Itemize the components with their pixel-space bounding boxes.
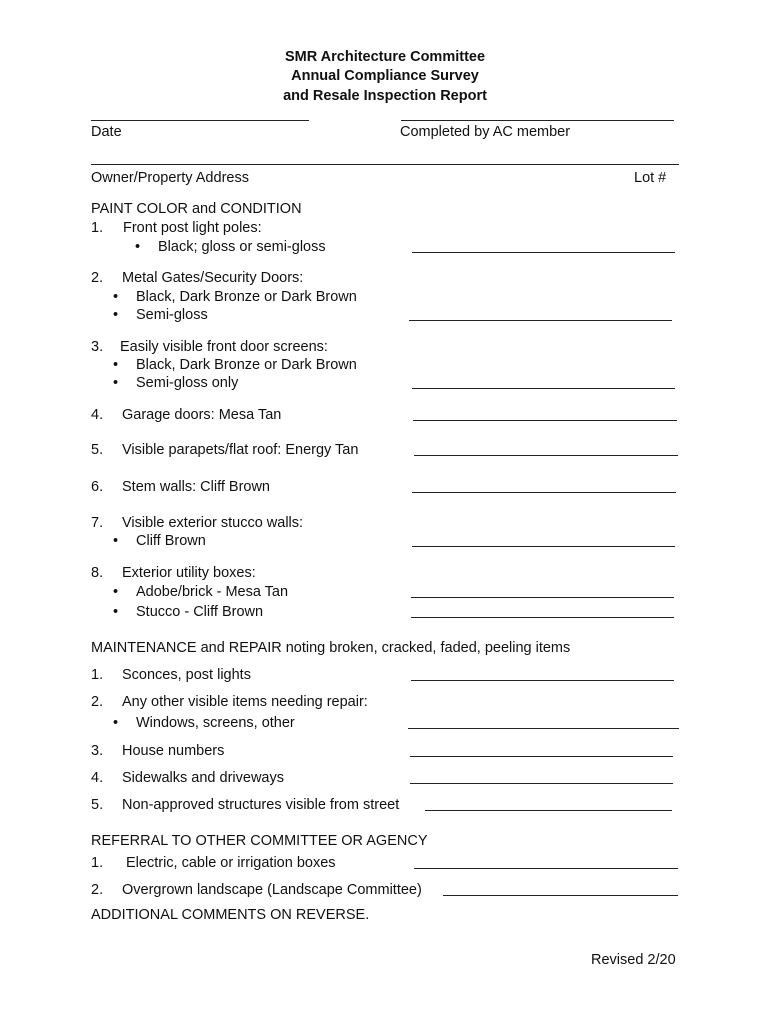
owner-address-field[interactable] xyxy=(91,164,679,165)
lot-label: Lot # xyxy=(634,170,667,186)
referral-item-2-answer-field[interactable] xyxy=(443,895,678,896)
maintenance-item-5-label: Non-approved structures visible from street xyxy=(122,797,400,813)
item-number: 2. xyxy=(91,270,104,286)
item-number: 5. xyxy=(91,442,104,458)
item-number: 8. xyxy=(91,565,104,581)
additional-comments-note: ADDITIONAL COMMENTS ON REVERSE. xyxy=(91,907,370,923)
item-number: 1. xyxy=(91,667,104,683)
paint-item-4-label: Garage doors: Mesa Tan xyxy=(122,407,282,423)
paint-item-8-answer-field-2[interactable] xyxy=(411,617,674,618)
maintenance-heading: MAINTENANCE and REPAIR noting broken, cracked, faded, peeling items xyxy=(91,640,571,656)
paint-item-7-answer-field[interactable] xyxy=(412,546,675,547)
maintenance-item-1-answer-field[interactable] xyxy=(411,680,674,681)
item-number: 3. xyxy=(91,743,104,759)
item-number: 5. xyxy=(91,797,104,813)
paint-item-3-label: Easily visible front door screens: xyxy=(120,339,328,355)
revision-label: Revised 2/20 xyxy=(591,952,676,968)
maintenance-item-2-label: Any other visible items needing repair: xyxy=(122,694,368,710)
date-field[interactable] xyxy=(91,120,309,121)
bullet: • xyxy=(113,307,119,323)
bullet: • xyxy=(113,715,119,731)
paint-item-6-label: Stem walls: Cliff Brown xyxy=(122,479,270,495)
paint-item-3-bullet-2: Semi-gloss only xyxy=(136,375,239,391)
item-number: 2. xyxy=(91,694,104,710)
paint-heading: PAINT COLOR and CONDITION xyxy=(91,201,302,217)
referral-item-1-answer-field[interactable] xyxy=(414,868,678,869)
maintenance-item-4-label: Sidewalks and driveways xyxy=(122,770,284,786)
item-number: 7. xyxy=(91,515,104,531)
bullet: • xyxy=(113,533,119,549)
paint-item-2-bullet-1: Black, Dark Bronze or Dark Brown xyxy=(136,289,357,305)
paint-item-7-bullet-1: Cliff Brown xyxy=(136,533,206,549)
paint-item-5-answer-field[interactable] xyxy=(414,455,678,456)
title-line-3: and Resale Inspection Report xyxy=(283,88,487,104)
completed-by-label: Completed by AC member xyxy=(400,124,571,140)
item-number: 3. xyxy=(91,339,104,355)
date-label: Date xyxy=(91,124,122,140)
paint-item-2-bullet-2: Semi-gloss xyxy=(136,307,208,323)
item-number: 4. xyxy=(91,770,104,786)
bullet: • xyxy=(113,584,119,600)
item-number: 2. xyxy=(91,882,104,898)
maintenance-item-1-label: Sconces, post lights xyxy=(122,667,251,683)
item-number: 1. xyxy=(91,855,104,871)
paint-item-1-bullet-1: Black; gloss or semi-gloss xyxy=(158,239,326,255)
maintenance-item-3-answer-field[interactable] xyxy=(410,756,673,757)
paint-item-3-bullet-1: Black, Dark Bronze or Dark Brown xyxy=(136,357,357,373)
maintenance-item-2-bullet-1: Windows, screens, other xyxy=(136,715,295,731)
item-number: 6. xyxy=(91,479,104,495)
paint-item-8-bullet-1: Adobe/brick - Mesa Tan xyxy=(136,584,289,600)
paint-item-3-answer-field[interactable] xyxy=(412,388,675,389)
paint-item-2-answer-field[interactable] xyxy=(409,320,672,321)
item-number: 1. xyxy=(91,220,104,236)
paint-item-8-label: Exterior utility boxes: xyxy=(122,565,256,581)
paint-item-7-label: Visible exterior stucco walls: xyxy=(122,515,304,531)
maintenance-item-3-label: House numbers xyxy=(122,743,225,759)
bullet: • xyxy=(113,357,119,373)
paint-item-8-bullet-2: Stucco - Cliff Brown xyxy=(136,604,264,620)
paint-item-2-label: Metal Gates/Security Doors: xyxy=(122,270,304,286)
maintenance-item-4-answer-field[interactable] xyxy=(410,783,673,784)
referral-item-1-label: Electric, cable or irrigation boxes xyxy=(126,855,336,871)
title-line-2: Annual Compliance Survey xyxy=(291,68,479,84)
maintenance-item-2-answer-field[interactable] xyxy=(408,728,679,729)
paint-item-8-answer-field-1[interactable] xyxy=(411,597,674,598)
bullet: • xyxy=(135,239,141,255)
bullet: • xyxy=(113,289,119,305)
paint-item-1-answer-field[interactable] xyxy=(412,252,675,253)
title-line-1: SMR Architecture Committee xyxy=(284,49,486,65)
paint-item-4-answer-field[interactable] xyxy=(413,420,677,421)
owner-address-label: Owner/Property Address xyxy=(91,170,249,186)
bullet: • xyxy=(113,375,119,391)
completed-by-field[interactable] xyxy=(401,120,674,121)
maintenance-item-5-answer-field[interactable] xyxy=(425,810,672,811)
item-number: 4. xyxy=(91,407,104,423)
paint-item-6-answer-field[interactable] xyxy=(412,492,676,493)
referral-heading: REFERRAL TO OTHER COMMITTEE OR AGENCY xyxy=(91,833,428,849)
referral-item-2-label: Overgrown landscape (Landscape Committee) xyxy=(122,882,422,898)
paint-item-1-label: Front post light poles: xyxy=(123,220,262,236)
bullet: • xyxy=(113,604,119,620)
paint-item-5-label: Visible parapets/flat roof: Energy Tan xyxy=(122,442,359,458)
